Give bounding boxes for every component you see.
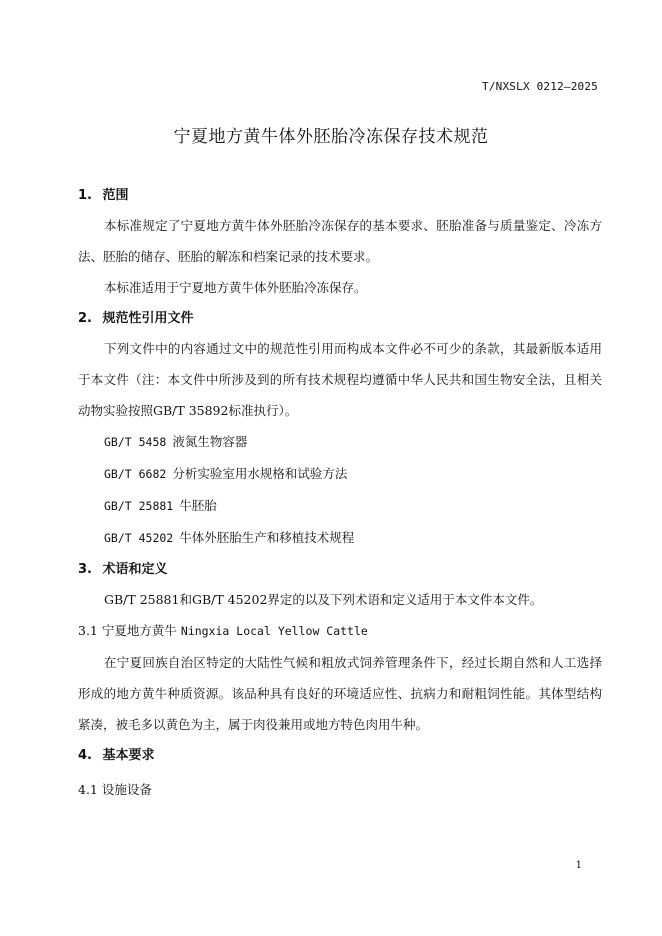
section-heading-terms-definitions xyxy=(78,558,602,582)
reference-code: GB/T 5458 xyxy=(104,435,167,449)
reference-item xyxy=(78,490,602,522)
term-number: 3.1 xyxy=(78,623,98,638)
subsection-number: 4.1 xyxy=(78,782,98,797)
section-title: 基本要求 xyxy=(102,748,155,763)
references-intro-paragraph: 下列文件中的内容通过文中的规范性引用而构成本文件必不可少的条款，其最新版本适用于本文件（注：本文件中所涉及到的所有技术规程均遵循中华人民共和国生物安全法，且相关动物实验按照GB/T 35892标准执行）。 xyxy=(78,341,602,418)
reference-code: GB/T 25881 xyxy=(104,499,174,513)
section-title: 范围 xyxy=(102,188,129,203)
subsection-title: 设施设备 xyxy=(101,782,152,797)
scope-paragraph-2: 本标准适用于宁夏地方黄牛体外胚胎冷冻保存。 xyxy=(104,280,367,295)
subsection-facilities xyxy=(78,774,602,805)
document-title: 宁夏地方黄牛体外胚胎冷冻保存技术规范 xyxy=(173,127,489,147)
reference-name: 分析实验室用水规格和试验方法 xyxy=(172,466,348,481)
section-number: 1. xyxy=(78,188,92,203)
reference-name: 液氮生物容器 xyxy=(172,434,248,449)
document-body xyxy=(78,184,602,805)
reference-item xyxy=(78,522,602,554)
reference-name: 牛体外胚胎生产和移植技术规程 xyxy=(179,530,355,545)
reference-code: GB/T 45202 xyxy=(104,531,174,545)
section-heading-scope xyxy=(78,184,602,208)
reference-item xyxy=(78,458,602,490)
document-code: T/NXSLX 0212—2025 xyxy=(482,80,598,93)
page-number: 1 xyxy=(575,860,582,871)
scope-paragraph-1: 本标准规定了宁夏地方黄牛体外胚胎冷冻保存的基本要求、胚胎准备与质量鉴定、冷冻方法、胚胎的储存、胚胎的解冻和档案记录的技术要求。 xyxy=(78,218,602,264)
terms-intro-paragraph: GB/T 25881和GB/T 45202界定的以及下列术语和定义适用于本文件本文件。 xyxy=(104,592,543,607)
section-heading-basic-requirements xyxy=(78,744,602,768)
reference-item xyxy=(78,426,602,458)
section-number: 3. xyxy=(78,562,92,577)
section-number: 4. xyxy=(78,748,92,763)
section-title: 术语和定义 xyxy=(102,562,168,577)
reference-code: GB/T 6682 xyxy=(104,467,167,481)
term-english: Ningxia Local Yellow Cattle xyxy=(180,624,368,638)
term-entry xyxy=(78,615,602,647)
term-definition-paragraph: 在宁夏回族自治区特定的大陆性气候和粗放式饲养管理条件下，经过长期自然和人工选择形成的地方黄牛种质资源。该品种具有良好的环境适应性、抗病力和耐粗饲性能。其体型结构紧凑，被毛多以黄色为主，属于肉役兼用或地方特色肉用牛种。 xyxy=(78,655,602,732)
section-title: 规范性引用文件 xyxy=(102,311,194,326)
reference-name: 牛胚胎 xyxy=(179,498,217,513)
section-heading-normative-references xyxy=(78,307,602,331)
term-chinese: 宁夏地方黄牛 xyxy=(101,623,177,638)
section-number: 2. xyxy=(78,311,92,326)
